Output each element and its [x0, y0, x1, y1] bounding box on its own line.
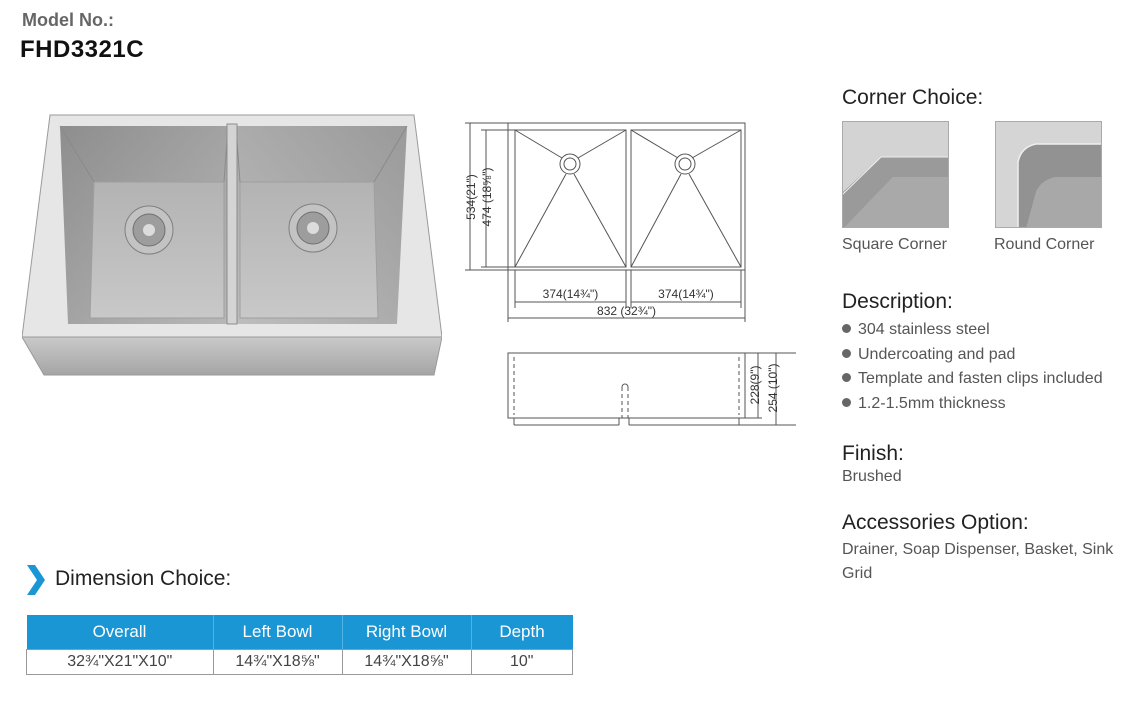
finish-title: Finish: — [842, 442, 904, 465]
bullet-icon — [842, 398, 851, 407]
square-corner-caption: Square Corner — [842, 236, 947, 253]
chevron-right-icon — [25, 565, 45, 595]
description-title: Description: — [842, 290, 953, 313]
dimension-choice-title: Dimension Choice: — [55, 567, 232, 590]
description-item: 304 stainless steel — [842, 318, 1103, 343]
bowl-height-label: 228(9") — [748, 365, 762, 405]
overall-height-label: 254 (10") — [766, 363, 780, 413]
corner-choice-title: Corner Choice: — [842, 86, 984, 109]
finish-value: Brushed — [842, 468, 902, 485]
description-item: Undercoating and pad — [842, 343, 1103, 368]
model-number: FHD3321C — [20, 36, 145, 63]
description-list — [842, 318, 1103, 416]
table-header-row — [27, 615, 573, 650]
table-cell: 14¾"X18⅝" — [213, 650, 342, 675]
accessories-title: Accessories Option: — [842, 511, 1029, 534]
overall-width-label: 832 (32¾") — [597, 304, 656, 318]
accessories-value: Drainer, Soap Dispenser, Basket, Sink Grid — [842, 541, 1114, 582]
dimension-table — [26, 615, 573, 675]
column-header: Left Bowl — [213, 615, 342, 650]
table-cell: 32¾"X21"X10" — [27, 650, 214, 675]
round-corner-caption: Round Corner — [994, 236, 1095, 253]
column-header: Overall — [27, 615, 214, 650]
square-corner-image — [842, 121, 949, 228]
bullet-icon — [842, 349, 851, 358]
table-cell: 10" — [471, 650, 573, 675]
description-item: 1.2-1.5mm thickness — [842, 392, 1103, 417]
table-cell: 14¾"X18⅝" — [342, 650, 471, 675]
round-corner-image — [995, 121, 1102, 228]
right-bowl-width-label: 374(14¾") — [658, 287, 714, 301]
column-header: Depth — [471, 615, 573, 650]
left-drain-icon — [125, 206, 173, 254]
right-drain-icon — [289, 204, 337, 252]
bullet-icon — [842, 373, 851, 382]
top-view-drawing — [462, 118, 802, 330]
model-label: Model No.: — [22, 10, 114, 30]
left-bowl-width-label: 374(14¾") — [542, 287, 599, 301]
overall-depth-label: 534(21") — [464, 174, 478, 220]
bowl-depth-label: 474 (18⅝") — [480, 167, 494, 227]
column-header: Right Bowl — [342, 615, 471, 650]
table-row — [27, 650, 573, 675]
description-item: Template and fasten clips included — [842, 367, 1103, 392]
sink-photo — [22, 112, 442, 377]
bullet-icon — [842, 324, 851, 333]
side-view-drawing — [500, 345, 800, 430]
